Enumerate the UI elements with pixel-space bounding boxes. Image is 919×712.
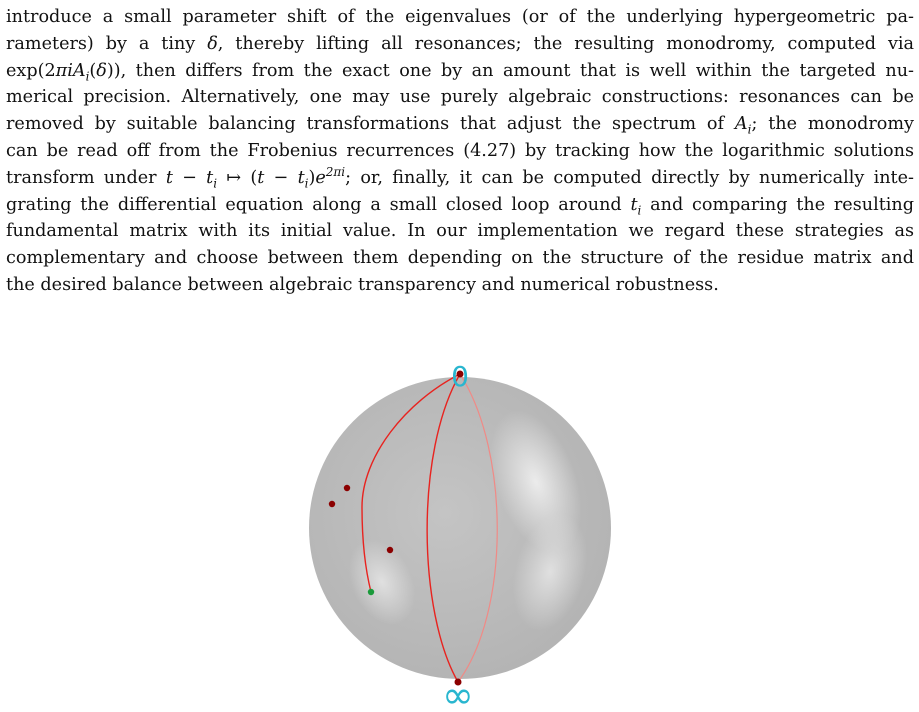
text-run: the desired balance between algebraic transparency and numerical robustness. [6,274,719,295]
text-run: can be read off from the Frobenius recurrences (4.27) by tracking how the logarithmic solutions [6,140,914,161]
text-run: complementary and choose between them depending on the structure of the residue matrix and [6,248,914,269]
paragraph-line [6,84,914,111]
math-subscript: i [747,122,752,137]
math-subscript: i [637,203,642,218]
label-infinity: ∞ [442,673,474,708]
math-superscript: 2πi [325,164,346,179]
math-subscript: i [213,176,218,191]
math-subscript: i [85,69,90,84]
math-symbol: δ [207,33,218,54]
math-symbol: t [257,167,265,188]
base-point [368,589,374,595]
text-run: transform under [6,167,166,188]
paragraph-line [6,245,914,272]
label-zero: 0 [451,362,469,393]
singular-point-left-lower [329,501,335,507]
singular-point-middle [387,547,393,553]
text-run: and comparing the resulting [641,194,914,215]
text-run: ↦ ( [217,167,258,188]
math-upright: exp(2 [6,60,56,81]
text-run: − [172,167,207,188]
paragraph-line [6,138,914,165]
riemann-sphere-figure [300,362,620,708]
body-paragraph [6,4,914,299]
math-upright: )) [106,60,121,81]
math-symbol: t [297,167,305,188]
text-run: merical precision. Alternatively, one may use purely algebraic constructions: resonances can be [6,87,914,108]
paragraph-line [6,165,914,192]
riemann-sphere-svg [300,362,620,708]
math-subscript: i [304,176,309,191]
paragraph-line [6,272,914,299]
math-symbol: t [630,194,638,215]
math-symbol: A [734,114,748,135]
text-run: − [264,167,298,188]
text-run: removed by suitable balancing transformations that adjust the spectrum of [6,114,735,135]
math-symbol: πiA [55,60,86,81]
paragraph-line [6,192,914,219]
math-symbol: t [206,167,214,188]
text-run: grating the differential equation along a small closed loop around [6,194,631,215]
text-run: ; or, finally, it can be computed directly by numerically inte- [345,167,914,188]
math-symbol: t [165,167,173,188]
math-upright: ( [89,60,97,81]
paragraph-line [6,218,914,245]
paragraph-line [6,111,914,138]
paragraph-line [6,31,914,58]
singular-point-left-upper [344,485,350,491]
math-symbol: δ [96,60,107,81]
text-run: fundamental matrix with its initial value. In our implementation we regard these strategies as [6,221,914,242]
text-run: , then differs from the exact one by an amount that is well within the targeted nu- [120,60,914,81]
math-symbol: e [315,167,326,188]
text-run: ; the monodromy [751,114,914,135]
text-run: , thereby lifting all resonances; the resulting monodromy, computed via [217,33,915,54]
text-run: rameters) by a tiny [6,33,208,54]
text-run: introduce a small parameter shift of the eigenvalues (or of the underlying hypergeometric pa- [6,7,914,27]
paragraph-line [6,58,914,85]
paragraph-line [6,4,914,31]
text-run: ) [308,167,316,188]
